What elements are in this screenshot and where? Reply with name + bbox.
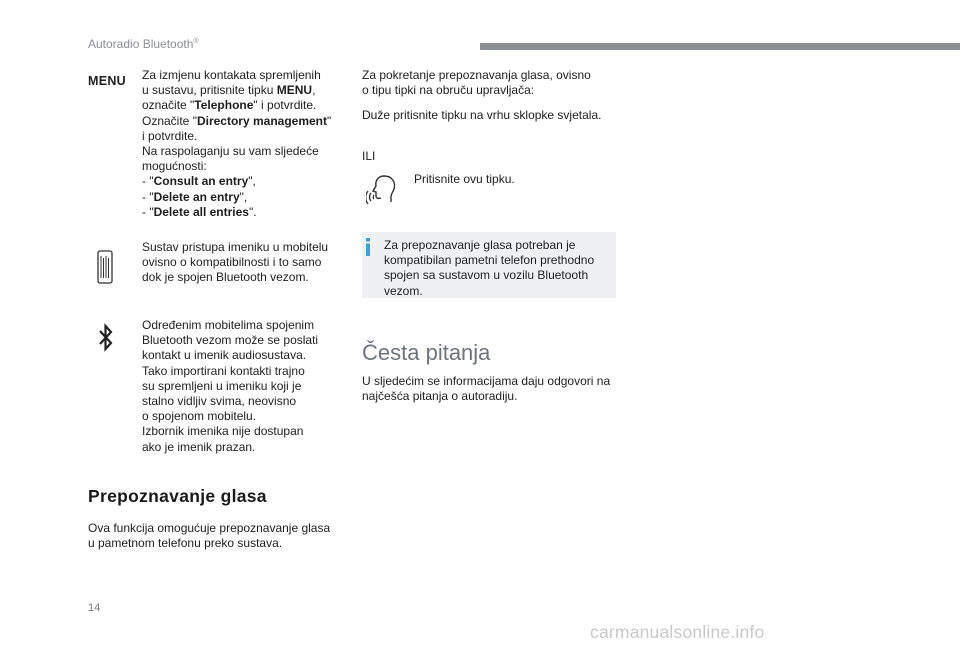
mobile-phone-icon [97, 250, 113, 284]
voice-recognition-intro: Ova funkcija omogućuje prepoznavanje glasa u pametnom telefonu preko sustava. [88, 521, 331, 551]
long-press-paragraph: Duže pritisnite tipku na vrhu sklopke svjetala. [362, 108, 602, 122]
page-number: 14 [88, 602, 101, 614]
press-button-text: Pritisnite ovu tipku. [414, 172, 515, 186]
bluetooth-icon [97, 322, 115, 354]
voice-recognition-heading: Prepoznavanje glasa [88, 486, 267, 506]
voice-recognition-icon [366, 172, 398, 206]
option-item: - "Delete an entry", [142, 189, 248, 204]
faq-intro: U sljedećim se informacijama daju odgovori na najčešća pitanja o autoradiju. [362, 374, 611, 404]
menu-button-label: MENU [88, 74, 127, 88]
watermark: carmanualsonline.info [590, 622, 765, 642]
phonebook-access-paragraph: Sustav pristupa imeniku u mobitelu ovisno o kompatibilnosti i to samo dok je spojen Bluetooth vezom. [142, 240, 329, 285]
option-item: - "Consult an entry", [142, 174, 256, 189]
faq-heading: Česta pitanja [362, 340, 491, 365]
voice-start-paragraph: Za pokretanje prepoznavanja glasa, ovisno o tipu tipki na obruču upravljača: [362, 68, 591, 98]
contact-import-paragraph: Određenim mobitelima spojenim Bluetooth vezom može se poslati kontakt u imenik audiosustava. Tako importirani kontakti trajno su spremljeni u imeniku koji je stalno vidljiv svima, neovisno o spojenom mobitelu. Izbornik imenika nije dostupan ako je imenik prazan. [142, 318, 319, 454]
header-bar [480, 43, 960, 50]
directory-management-paragraph: Za izmjenu kontakata spremljenih u sustavu, pritisnite tipku MENU, označite "Telephone" i potvrdite. Označite "Directory management" i potvrdite. Na raspolaganju su vam sljedeće mogućnosti: - "Consult an entry", - "Delete an entry", - "Delete all entries". [142, 68, 352, 220]
info-text: Za prepoznavanje glasa potreban je kompatibilan pametni telefon prethodno spojen sa sustavom u vozilu Bluetooth vezom. [384, 238, 595, 298]
or-label: ILI [362, 149, 376, 163]
section-title: Autoradio Bluetooth® [88, 37, 199, 51]
option-item: - "Delete all entries". [142, 204, 257, 219]
info-icon [366, 238, 370, 256]
